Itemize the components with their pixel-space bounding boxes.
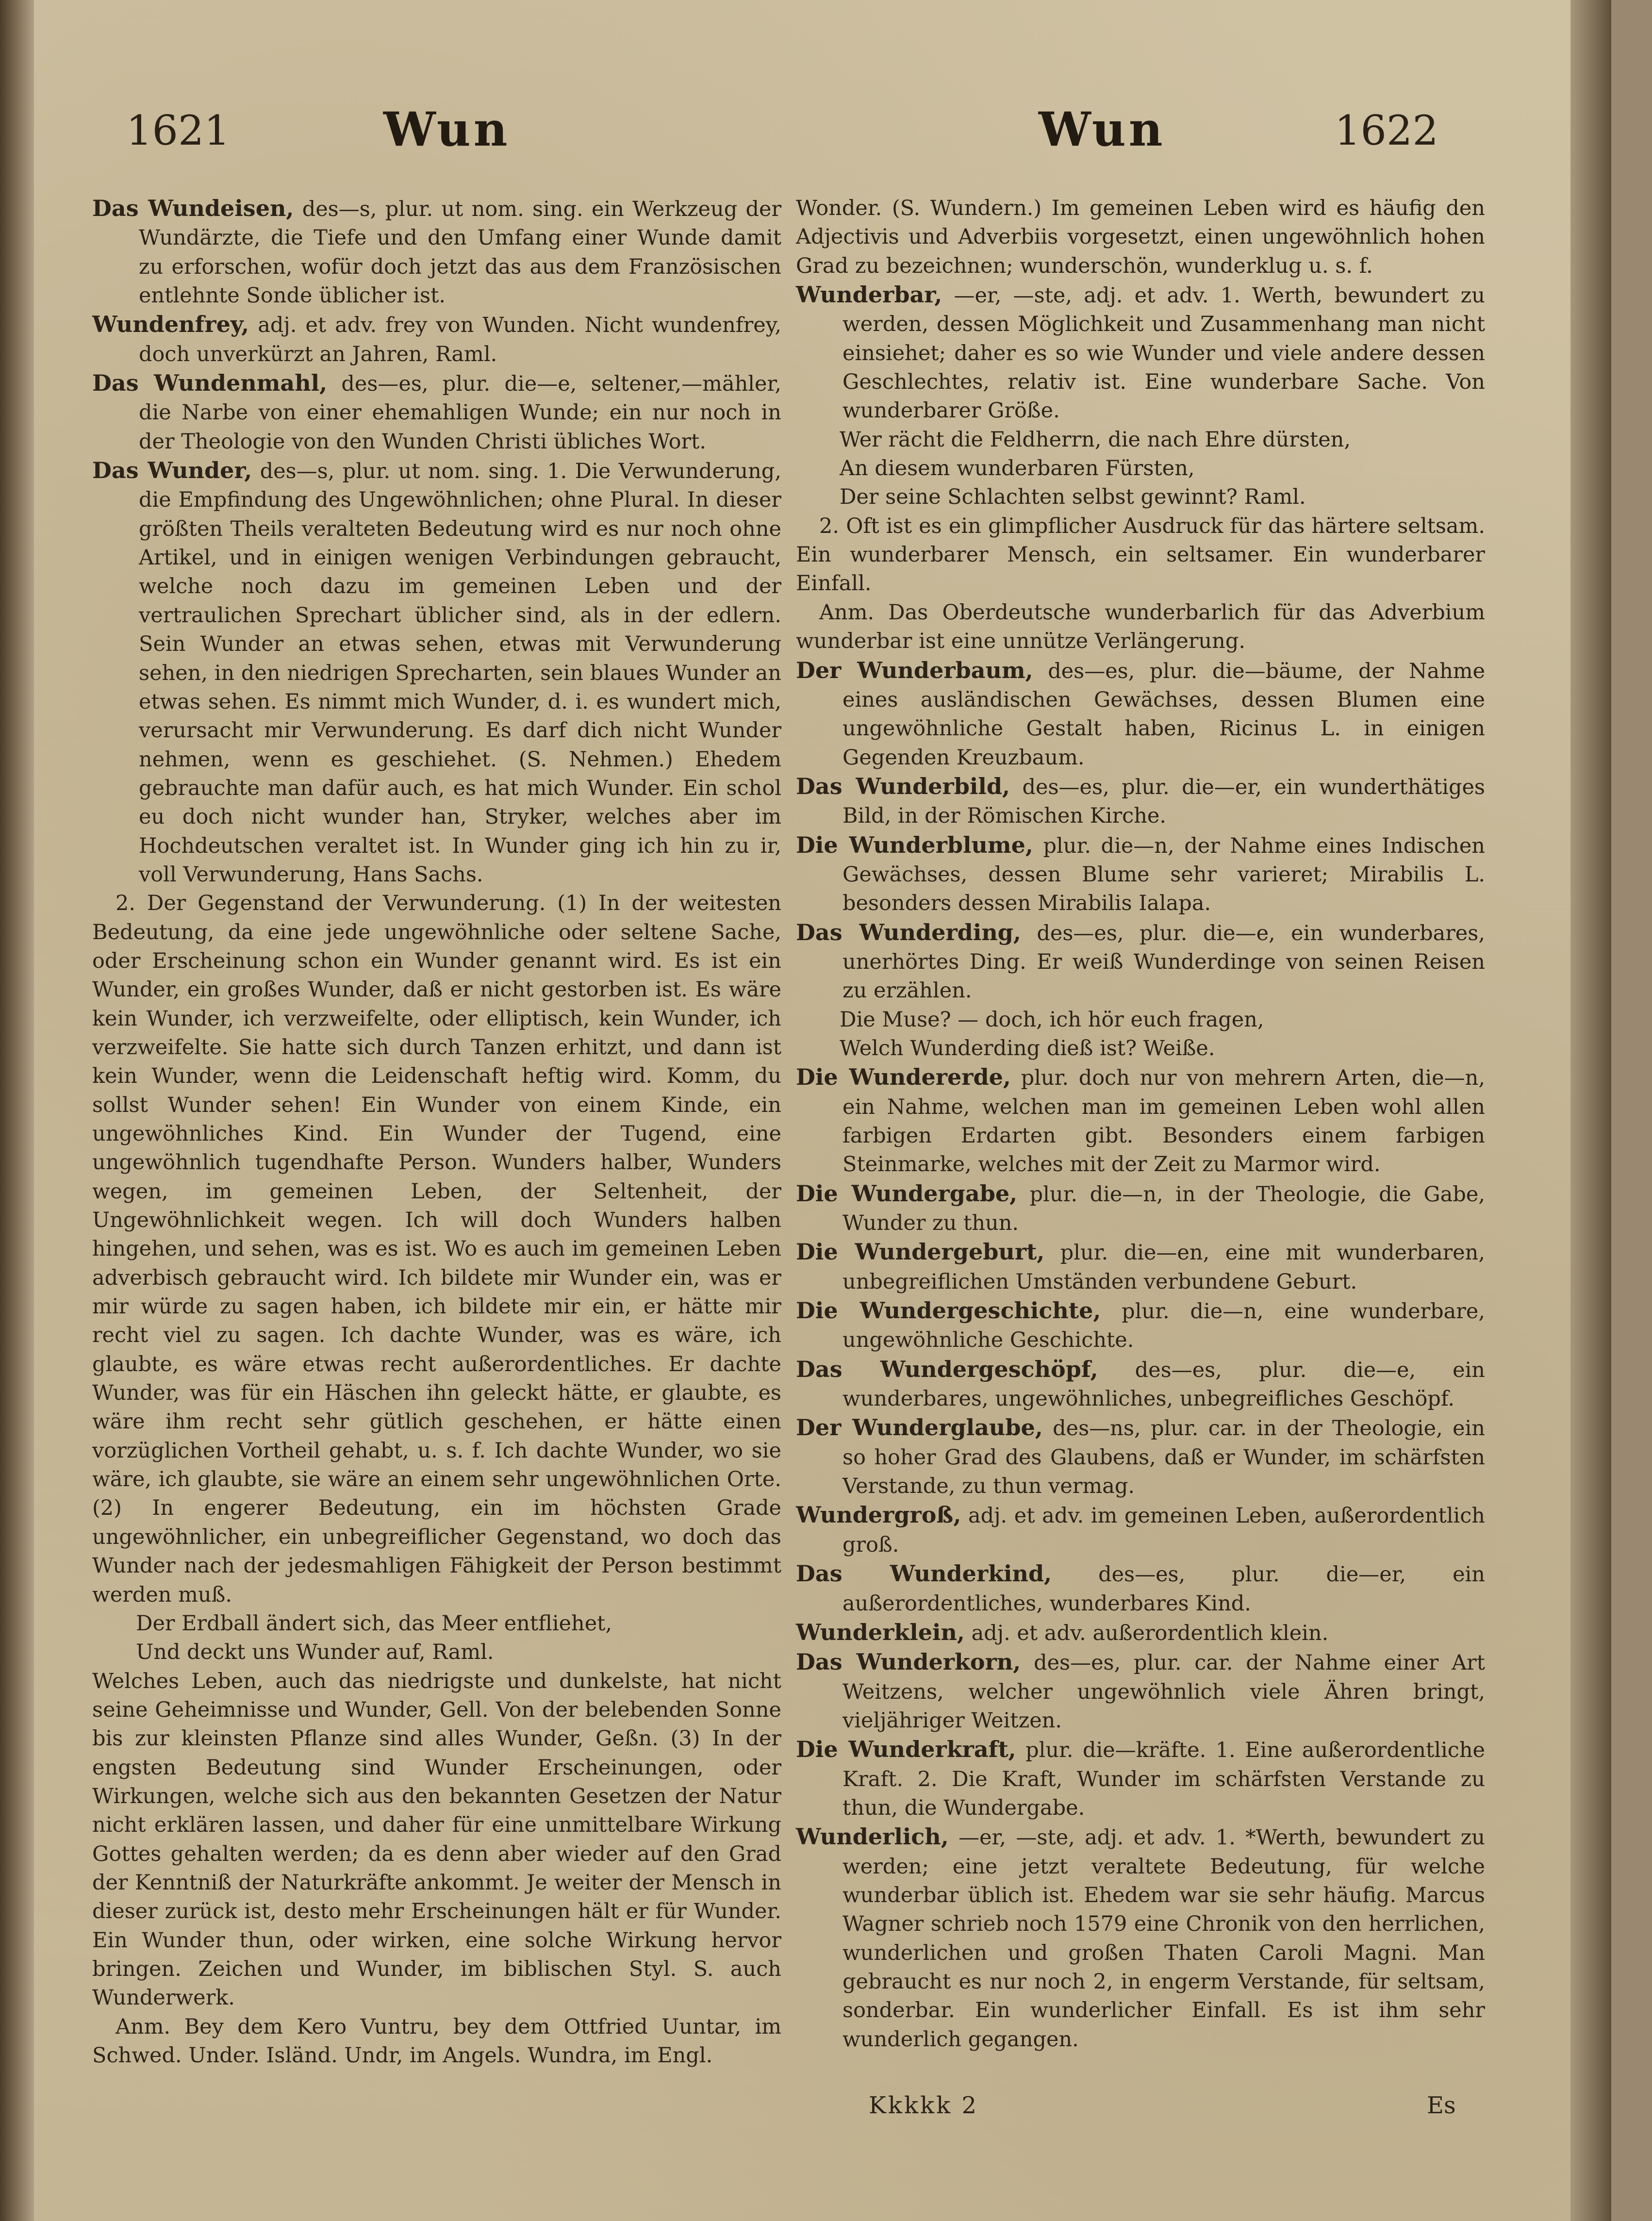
entry-definition: —er, —ste, adj. et adv. 1. *Werth, bewundert zu werden; eine jetzt veraltete Bedeutung, für welche wunderbar üblich ist. Ehedem war sie sehr häufig. Marcus Wagner schrieb noch 1579 eine Chronik von den herrlichen, wunderlichen und großen Thaten Caroli Magni. Man gebraucht es nur noch 2, in engerm Verstande, für seltsam, sonderbar. Ein wunderlicher Einfall. Es ist ihm sehr wunderlich gegangen. [843,1825,1486,2052]
dictionary-entry [796,918,1485,1006]
dictionary-entry [796,1823,1485,2054]
entry-definition: —er, —ste, adj. et adv. 1. Werth, bewundert zu werden, dessen Möglichkeit und Zusammenhang man nicht einsiehet; daher es so wie Wunder und viele andere dessen Geschlechtes, relativ ist. Eine wunderbare Sache. Von wunderbarer Größe. [843,283,1485,423]
dictionary-entry [796,1648,1485,1735]
dictionary-entry [92,369,781,456]
entry-headword: Wunderlich, [796,1823,949,1850]
entry-headword: Wundergroß, [796,1502,961,1528]
right-page-number: 1622 [1335,107,1438,154]
paragraph-indented: Anm. Das Oberdeutsche wunderbarlich für das Adverbium wunderbar ist eine unnütze Verlängerung. [796,600,1485,654]
verse-line: Welch Wunderding dieß ist? Weiße. [840,1036,1215,1061]
entry-definition: des—es, plur. die—er, ein außerordentliches, wunderbares Kind. [843,1562,1486,1616]
dictionary-entry [796,1063,1485,1179]
verse-line: Der Erdball ändert sich, das Meer entfliehet, [136,1611,612,1636]
dictionary-entry [92,456,781,889]
entry-definition: des—es, plur. die—bäume, der Nahme eines ausländischen Gewächses, dessen Blumen eine ungewöhnliche Gestalt haben, Ricinus L. in einigen Gegenden Kreuzbaum. [843,659,1486,770]
dictionary-entry [796,281,1485,426]
verse-line: An diesem wunderbaren Fürsten, [840,456,1195,481]
entry-headword: Der Wunderglaube, [796,1414,1043,1441]
entry-headword: Das Wunderkind, [796,1560,1052,1587]
entry-headword: Die Wunderblume, [796,831,1033,858]
dictionary-entry [796,656,1485,772]
paragraph-indented: Anm. Bey dem Kero Vuntru, bey dem Ottfried Uuntar, im Schwed. Under. Isländ. Undr, im Angels. Wundra, im Engl. [92,2014,781,2068]
entry-definition: des—es, plur. die—e, seltener,—mähler, die Narbe von einer ehemahligen Wunde; ein nur noch in der Theologie von den Wunden Christi übliches Wort. [139,372,781,454]
dictionary-entry [92,310,781,369]
entry-definition: plur. die—n, eine wunderbare, ungewöhnliche Geschichte. [843,1299,1485,1353]
paragraph-indented: 2. Der Gegenstand der Verwunderung. (1) In der weitesten Bedeutung, da eine jede ungewöhnliche oder seltene Sache, oder Erscheinung schon ein Wunder genannt wird. Es ist ein Wunder, ein großes Wunder, daß er nicht gestorben ist. Es wäre kein Wunder, ich verzweifelte, oder elliptisch, kein Wunder, ich verzweifelte. Sie hatte sich durch Tanzen erhitzt, und dann ist kein Wunder, wenn die Leidenschaft heftig wird. Komm, du sollst Wunder sehen! Ein Wunder von einem Kinde, ein ungewöhnliches Kind. Ein Wunder der Tugend, eine ungewöhnlich tugendhafte Person. Wunders halber, Wunders wegen, im gemeinen Leben, der Seltenheit, der Ungewöhnlichkeit wegen. Ich will doch Wunders halben hingehen, und sehen, was es ist. Wo es auch im gemeinen Leben adverbisch gebraucht wird. Ich bildete mir Wunder ein, was er mir würde zu sagen haben, ich bildete mir ein, er hätte mir recht viel zu sagen. Ich dachte Wunder, was es wäre, ich glaubte, es wäre etwas recht außerordentliches. Er dachte Wunder, was für ein Häschen ihn geleckt hätte, er glaubte, es wäre ihm recht sehr gütlich geschehen, er hätte einen vorzüglichen Vortheil gehabt, u. s. f. Ich dachte Wunder, wo sie wäre, ich glaubte, sie wäre an einem sehr ungewöhnlichen Orte. (2) In engerer Bedeutung, ein im höchsten Grade ungewöhnlicher, ein unbegreiflicher Gegenstand, wo doch das Wunder nach der jedesmahligen Fähigkeit der Person bestimmt werden muß. [92,891,781,1607]
entry-headword: Das Wunderkorn, [796,1649,1021,1675]
left-running-head: Wun [383,102,511,157]
left-page-number: 1621 [126,107,230,154]
entry-headword: Die Wundergabe, [796,1180,1018,1207]
right-running-head: Wun [1039,102,1166,157]
entry-definition: des—s, plur. ut nom. sing. ein Werkzeug der Wundärzte, die Tiefe und den Umfang einer Wunde damit zu erforschen, wofür doch jetzt das aus dem Französischen entlehnte Sonde üblicher ist. [139,197,782,308]
entry-definition: plur. die—kräfte. 1. Eine außerordentliche Kraft. 2. Die Kraft, Wunder im schärfsten Verstande zu thun, die Wundergabe. [843,1738,1485,1820]
verse-line: Und deckt uns Wunder auf, Raml. [136,1640,494,1665]
dictionary-entry [796,1238,1485,1296]
signature-mark: Kkkkk 2 [869,2092,978,2119]
entry-headword: Wunderbar, [796,282,942,308]
entry-definition: des—es, plur. die—e, ein wunderbares, ungewöhnliches, unbegreifliches Geschöpf. [843,1358,1485,1411]
dictionary-entry [796,772,1485,831]
entry-definition: plur. doch nur von mehrern Arten, die—n, ein Nahme, welchen man im gemeinen Leben wohl allen farbigen Erdarten gibt. Besonders einem farbigen Steinmarke, welches mit der Zeit zu Marmor wird. [843,1066,1485,1177]
paragraph-indented: 2. Oft ist es ein glimpflicher Ausdruck für das härtere seltsam. Ein wunderbarer Mensch, ein seltsamer. Ein wunderbarer Einfall. [796,514,1485,596]
entry-headword: Das Wunderding, [796,919,1021,945]
entry-definition: des—s, plur. ut nom. sing. 1. Die Verwunderung, die Empfindung des Ungewöhnlichen; ohne Plural. In dieser größten Theils veralteten Bedeutung wird es nur noch ohne Artikel, und in einigen wenigen Verbindungen gebraucht, welche noch dazu im gemeinen Leben und der vertraulichen Sprechart üblicher sind, als in der edlern. Sein Wunder an etwas sehen, etwas mit Verwunderung sehen, in den niedrigen Sprecharten, sein blaues Wunder an etwas sehen. Es nimmt mich Wunder, d. i. es wundert mich, verursacht mir Verwunderung. Es darf dich nicht Wunder nehmen, wenn es geschiehet. (S. Nehmen.) Ehedem gebrauchte man dafür auch, es hat mich Wunder. Ein schol eu doch nicht wunder han, Stryker, welches aber im Hochdeutschen veraltet ist. In Wunder ging ich hin zu ir, voll Verwunderung, Hans Sachs. [139,459,782,887]
entry-headword: Das Wundergeschöpf, [796,1356,1098,1382]
entry-headword: Die Wundergeburt, [796,1239,1045,1265]
entry-headword: Die Wundergeschichte, [796,1297,1101,1324]
entry-headword: Die Wundererde, [796,1064,1011,1091]
entry-definition: des—es, plur. die—e, ein wunderbares, unerhörtes Ding. Er weiß Wunderdinge von seinen Reisen zu erzählen. [843,921,1485,1003]
entry-headword: Wunderklein, [796,1619,965,1645]
entry-definition: adj. et adv. im gemeinen Leben, außerordentlich groß. [843,1504,1486,1557]
binding-gutter [0,0,34,2221]
entry-definition: plur. die—n, der Nahme eines Indischen Gewächses, dessen Blume sehr varieret; Mirabilis L. besonders dessen Mirabilis Ialapa. [843,833,1485,916]
paragraph-continued: Welches Leben, auch das niedrigste und dunkelste, hat nicht seine Geheimnisse und Wunder, Gell. Von der belebenden Sonne bis zur kleinsten Pflanze sind alles Wunder, Geßn. (3) In der engsten Bedeutung sind Wunder Erscheinungen, oder Wirkungen, welche sich aus den bekannten Gesetzen der Natur nicht erklären lassen, und daher für eine unmittelbare Wirkung Gottes gehalten werden; da es denn aber wieder auf den Grad der Kenntniß der Naturkräfte ankommt. Je weiter der Mensch in dieser zurück ist, desto mehr Erscheinungen hält er für Wunder. Ein Wunder thun, oder wirken, eine solche Wirkung hervor bringen. Zeichen und Wunder, im biblischen Styl. S. auch Wunderwerk. [92,1669,781,2010]
paragraph-continued: Wonder. (S. Wundern.) Im gemeinen Leben wird es häufig den Adjectivis und Adverbiis vorgesetzt, einen ungewöhnlich hohen Grad zu bezeichnen; wunderschön, wunderklug u. s. f. [796,196,1485,278]
entry-definition: plur. die—n, in der Theologie, die Gabe, Wunder zu thun. [843,1182,1485,1236]
dictionary-entry [796,1355,1485,1414]
dictionary-entry [796,1559,1485,1618]
verse-quote [796,426,1485,512]
dictionary-entry [796,1413,1485,1501]
entry-definition: adj. et adv. frey von Wunden. Nicht wundenfrey, doch unverkürzt an Jahren, Raml. [139,313,781,366]
entry-headword: Das Wundeisen, [92,195,294,221]
entry-headword: Wundenfrey, [92,311,249,338]
right-column [796,194,1485,2054]
page-edge [1570,0,1611,2221]
verse-quote [796,1006,1485,1063]
verse-line: Die Muse? — doch, ich hör euch fragen, [840,1007,1264,1032]
left-column [92,194,781,2070]
book-page [34,0,1611,2221]
catchword: Es [1427,2092,1456,2119]
entry-headword: Das Wundenmahl, [92,370,328,397]
dictionary-entry [796,1179,1485,1238]
entry-definition: des—ns, plur. car. in der Theologie, ein so hoher Grad des Glaubens, daß er Wunder, im schärfsten Verstande, zu thun vermag. [843,1416,1486,1499]
page-header [34,97,1611,170]
entry-headword: Die Wunderkraft, [796,1736,1016,1763]
entry-definition: plur. die—en, eine mit wunderbaren, unbegreiflichen Umständen verbundene Geburt. [843,1241,1485,1294]
verse-quote [92,1609,781,1667]
verse-line: Der seine Schlachten selbst gewinnt? Raml. [840,485,1306,510]
entry-definition: des—es, plur. car. der Nahme einer Art Weitzens, welcher ungewöhnlich viele Ähren bringt, vieljähriger Weitzen. [843,1651,1485,1733]
verse-line: Wer rächt die Feldherrn, die nach Ehre dürsten, [840,427,1351,452]
entry-headword: Der Wunderbaum, [796,657,1033,683]
entry-headword: Das Wunderbild, [796,773,1010,799]
dictionary-entry [796,1618,1485,1648]
entry-definition: des—es, plur. die—er, ein wunderthätiges Bild, in der Römischen Kirche. [843,775,1485,829]
entry-definition: adj. et adv. außerordentlich klein. [971,1621,1329,1645]
dictionary-entry [796,1735,1485,1823]
dictionary-entry [796,831,1485,918]
dictionary-entry [92,194,781,310]
entry-headword: Das Wunder, [92,457,252,484]
dictionary-entry [796,1296,1485,1355]
dictionary-entry [796,1501,1485,1559]
